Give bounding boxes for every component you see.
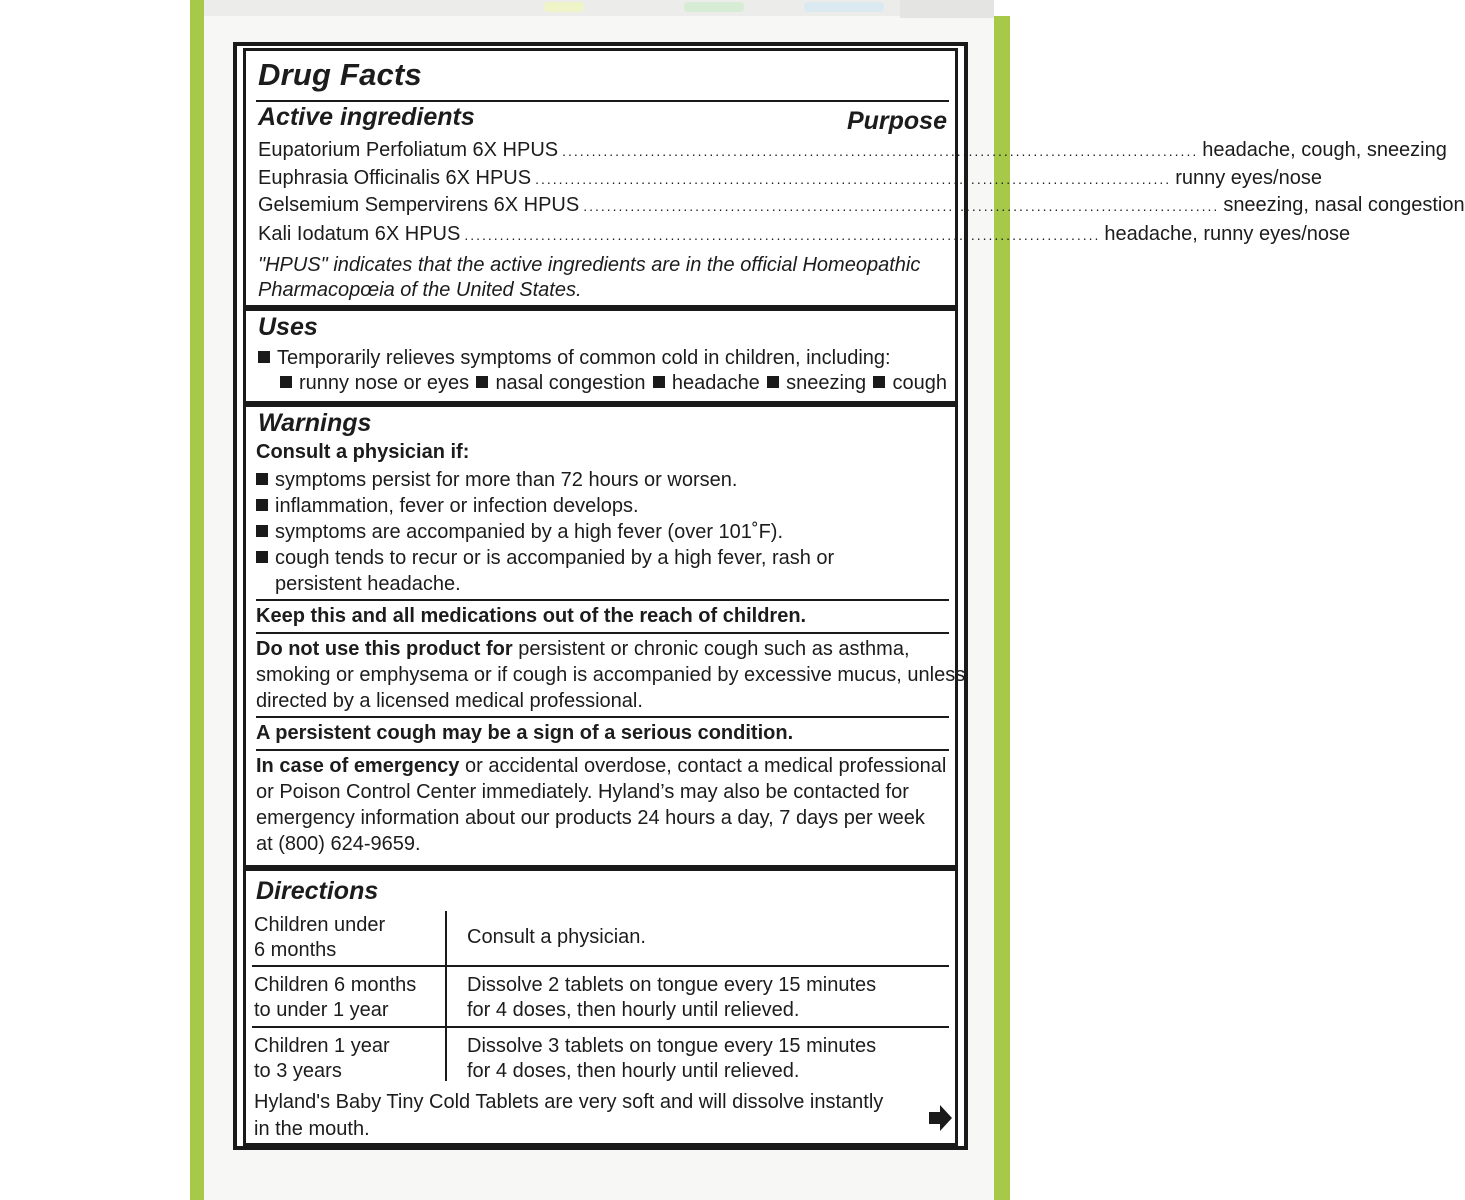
age-group: Children 1 year <box>254 1035 390 1057</box>
ingredient-row <box>258 223 1351 247</box>
ingredient-row <box>258 194 1465 218</box>
warning-rule <box>256 599 949 601</box>
hpus-note: "HPUS" indicates that the active ingredients are in the official Homeopathic <box>258 254 921 276</box>
ingredient-purpose: headache, cough, sneezing <box>1202 139 1447 161</box>
persistent-cough-notice: A persistent cough may be a sign of a serious condition. <box>256 722 794 744</box>
dosage-text: Dissolve 2 tablets on tongue every 15 minutes <box>467 974 877 996</box>
bullet-square-icon <box>653 376 665 388</box>
warning-bullet: cough tends to recur or is accompanied by a high fever, rash or <box>256 546 834 570</box>
bullet-square-icon <box>873 376 885 388</box>
do-not-use-text: Do not use this product for persistent or chronic cough such as asthma, <box>256 638 910 660</box>
age-group: Children under <box>254 914 386 936</box>
leader-dots: ............................................................................................................ <box>562 143 1199 159</box>
leader-dots: ............................................................................................................ <box>464 227 1101 243</box>
directions-footnote: in the mouth. <box>254 1118 370 1140</box>
ingredient-purpose: runny eyes/nose <box>1175 167 1322 189</box>
dosage-text: Dissolve 3 tablets on tongue every 15 minutes <box>467 1035 877 1057</box>
age-group: to under 1 year <box>254 999 389 1021</box>
emergency-text: or Poison Control Center immediately. Hyland’s may also be contacted for <box>256 781 909 803</box>
package-top-strip <box>204 0 994 16</box>
warning-bullet: symptoms are accompanied by a high fever (over 101˚F). <box>256 520 783 544</box>
drug-facts-panel <box>233 42 1465 1150</box>
symptom-item: sneezing <box>767 371 866 395</box>
warning-rule <box>256 632 949 634</box>
symptom-item: runny nose or eyes <box>280 371 469 395</box>
symptom-item: cough <box>873 371 947 395</box>
dosage-text: for 4 doses, then hourly until relieved. <box>467 1060 800 1082</box>
ingredient-purpose: headache, runny eyes/nose <box>1104 223 1351 245</box>
bullet-square-icon <box>256 499 268 511</box>
directions-heading: Directions <box>256 877 379 905</box>
package-side-right <box>994 16 1010 1200</box>
leader-dots: ............................................................................................................ <box>535 171 1172 187</box>
dosage-text: for 4 doses, then hourly until relieved. <box>467 999 800 1021</box>
emergency-phone: at (800) 624-9659. <box>256 833 421 855</box>
title-rule <box>256 100 949 102</box>
uses-intro: Temporarily relieves symptoms of common cold in children, including: <box>258 346 891 370</box>
dosage-text: Consult a physician. <box>467 926 646 948</box>
do-not-use-text: directed by a licensed medical professional. <box>256 690 643 712</box>
age-group: 6 months <box>254 939 337 961</box>
warnings-section <box>243 404 966 868</box>
uses-heading: Uses <box>258 313 318 341</box>
warning-bullet: symptoms persist for more than 72 hours or worsen. <box>256 468 737 492</box>
bullet-square-icon <box>256 525 268 537</box>
bullet-square-icon <box>256 551 268 563</box>
bullet-square-icon <box>256 473 268 485</box>
symptom-item: nasal congestion <box>476 371 645 395</box>
bullet-square-icon <box>280 376 292 388</box>
warning-bullet-continued: persistent headache. <box>275 573 461 595</box>
table-rule <box>252 965 949 967</box>
do-not-use-text: smoking or emphysema or if cough is accompanied by excessive mucus, unless <box>256 664 966 686</box>
ingredient-name: Eupatorium Perfoliatum 6X HPUS <box>258 139 559 161</box>
uses-section <box>243 308 958 404</box>
symptom-list <box>280 371 947 395</box>
package-top-flap <box>900 0 994 18</box>
ingredient-row <box>258 167 1322 191</box>
active-ingredients-section <box>243 48 1465 308</box>
directions-section <box>243 868 958 1146</box>
drug-facts-title: Drug Facts <box>258 57 422 92</box>
consult-heading: Consult a physician if: <box>256 441 470 463</box>
ingredient-name: Kali Iodatum 6X HPUS <box>258 223 461 245</box>
directions-footnote: Hyland's Baby Tiny Cold Tablets are very soft and will dissolve instantly <box>254 1091 884 1113</box>
ingredient-name: Euphrasia Officinalis 6X HPUS <box>258 167 532 189</box>
emergency-text: emergency information about our products 24 hours a day, 7 days per week <box>256 807 925 829</box>
age-group: to 3 years <box>254 1060 342 1082</box>
bullet-square-icon <box>258 351 270 363</box>
age-group: Children 6 months <box>254 974 417 996</box>
ingredient-row <box>258 139 1447 163</box>
ingredient-name: Gelsemium Sempervirens 6X HPUS <box>258 194 580 216</box>
keep-away-notice: Keep this and all medications out of the reach of children. <box>256 605 807 627</box>
bullet-square-icon <box>767 376 779 388</box>
purpose-heading: Purpose <box>846 107 947 135</box>
bullet-square-icon <box>476 376 488 388</box>
warning-rule <box>256 749 949 751</box>
arrow-right-icon <box>929 1104 953 1132</box>
warnings-heading: Warnings <box>258 409 372 437</box>
warning-rule <box>256 716 949 718</box>
active-ingredients-heading: Active ingredients <box>258 103 475 131</box>
package-side-left <box>190 0 204 1200</box>
emergency-text: In case of emergency or accidental overdose, contact a medical professional <box>256 755 947 777</box>
leader-dots: ............................................................................................................ <box>583 198 1220 214</box>
symptom-item: headache <box>653 371 760 395</box>
table-rule <box>252 1026 949 1028</box>
hpus-note: Pharmacopœia of the United States. <box>258 279 582 301</box>
warning-bullet: inflammation, fever or infection develops. <box>256 494 639 518</box>
ingredient-purpose: sneezing, nasal congestion <box>1223 194 1465 216</box>
table-divider <box>445 911 447 1081</box>
